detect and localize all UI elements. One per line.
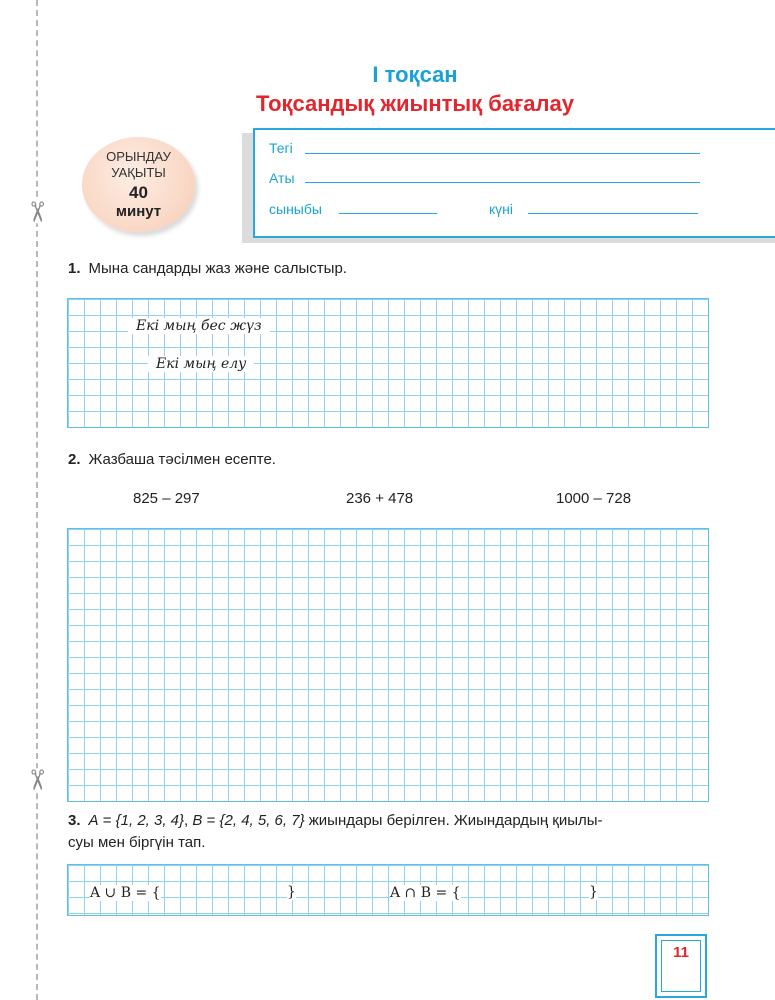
scissors-icon: ✂ — [21, 768, 53, 792]
time-badge-line1: ОРЫНДАУ — [106, 149, 171, 164]
quarter-title: І тоқсан — [372, 62, 458, 87]
task-2-text: Жазбаша тәсілмен есепте. — [88, 451, 276, 468]
eq-sign: = — [206, 812, 216, 829]
set-b-name: B — [192, 812, 203, 829]
task-1-phrase-1: Екі мың бес жүз — [128, 318, 270, 334]
expression-2: 236 + 478 — [346, 490, 414, 507]
intersection-label: A ∩ B = { — [390, 885, 461, 901]
task-2-number: 2. — [68, 451, 81, 468]
student-info-box — [253, 128, 775, 238]
union-close-brace: } — [287, 884, 296, 900]
set-a-name: A — [88, 812, 99, 829]
name-field[interactable] — [305, 182, 700, 183]
task-3-text-line1: жиындары берілген. Жиындардың қиылы- — [308, 812, 603, 829]
time-badge-unit: минут — [115, 203, 162, 220]
expression-1: 825 – 297 — [133, 490, 200, 507]
separator: , — [184, 812, 189, 829]
task-1 — [68, 260, 347, 277]
class-field[interactable] — [339, 213, 437, 214]
set-a: {1, 2, 3, 4} — [115, 812, 185, 829]
task-2-grid[interactable] — [67, 528, 709, 802]
date-field[interactable] — [528, 213, 698, 214]
task-1-text: Мына сандарды жаз және салыстыр. — [88, 260, 347, 277]
name-label: Аты — [269, 170, 295, 186]
surname-field[interactable] — [305, 153, 700, 154]
task-3 — [68, 810, 718, 854]
task-3-number: 3. — [68, 812, 81, 829]
task-3-text-line2: суы мен біргүін тап. — [68, 834, 206, 851]
expression-3: 1000 – 728 — [556, 490, 632, 507]
date-label: күні — [489, 201, 513, 217]
task-1-number: 1. — [68, 260, 81, 277]
time-badge — [82, 137, 195, 232]
surname-label: Тегі — [269, 140, 293, 156]
task-1-phrase-2: Екі мың елу — [148, 356, 254, 372]
time-badge-line2: УАҚЫТЫ — [111, 165, 166, 180]
assessment-title: Тоқсандық жиынтық бағалау — [256, 91, 574, 116]
time-badge-minutes: 40 — [129, 183, 148, 202]
scissors-icon: ✂ — [21, 200, 53, 224]
eq-sign: = — [102, 812, 112, 829]
cut-line — [36, 0, 38, 1000]
page-number-box — [655, 934, 707, 998]
union-label: A ∪ B = { — [90, 885, 161, 901]
task-2 — [68, 451, 276, 468]
class-label: сыныбы — [269, 201, 322, 217]
set-b: {2, 4, 5, 6, 7} — [219, 812, 305, 829]
intersection-close-brace: } — [589, 884, 598, 900]
task-3-grid[interactable] — [67, 864, 709, 916]
page-number: 11 — [673, 944, 689, 961]
